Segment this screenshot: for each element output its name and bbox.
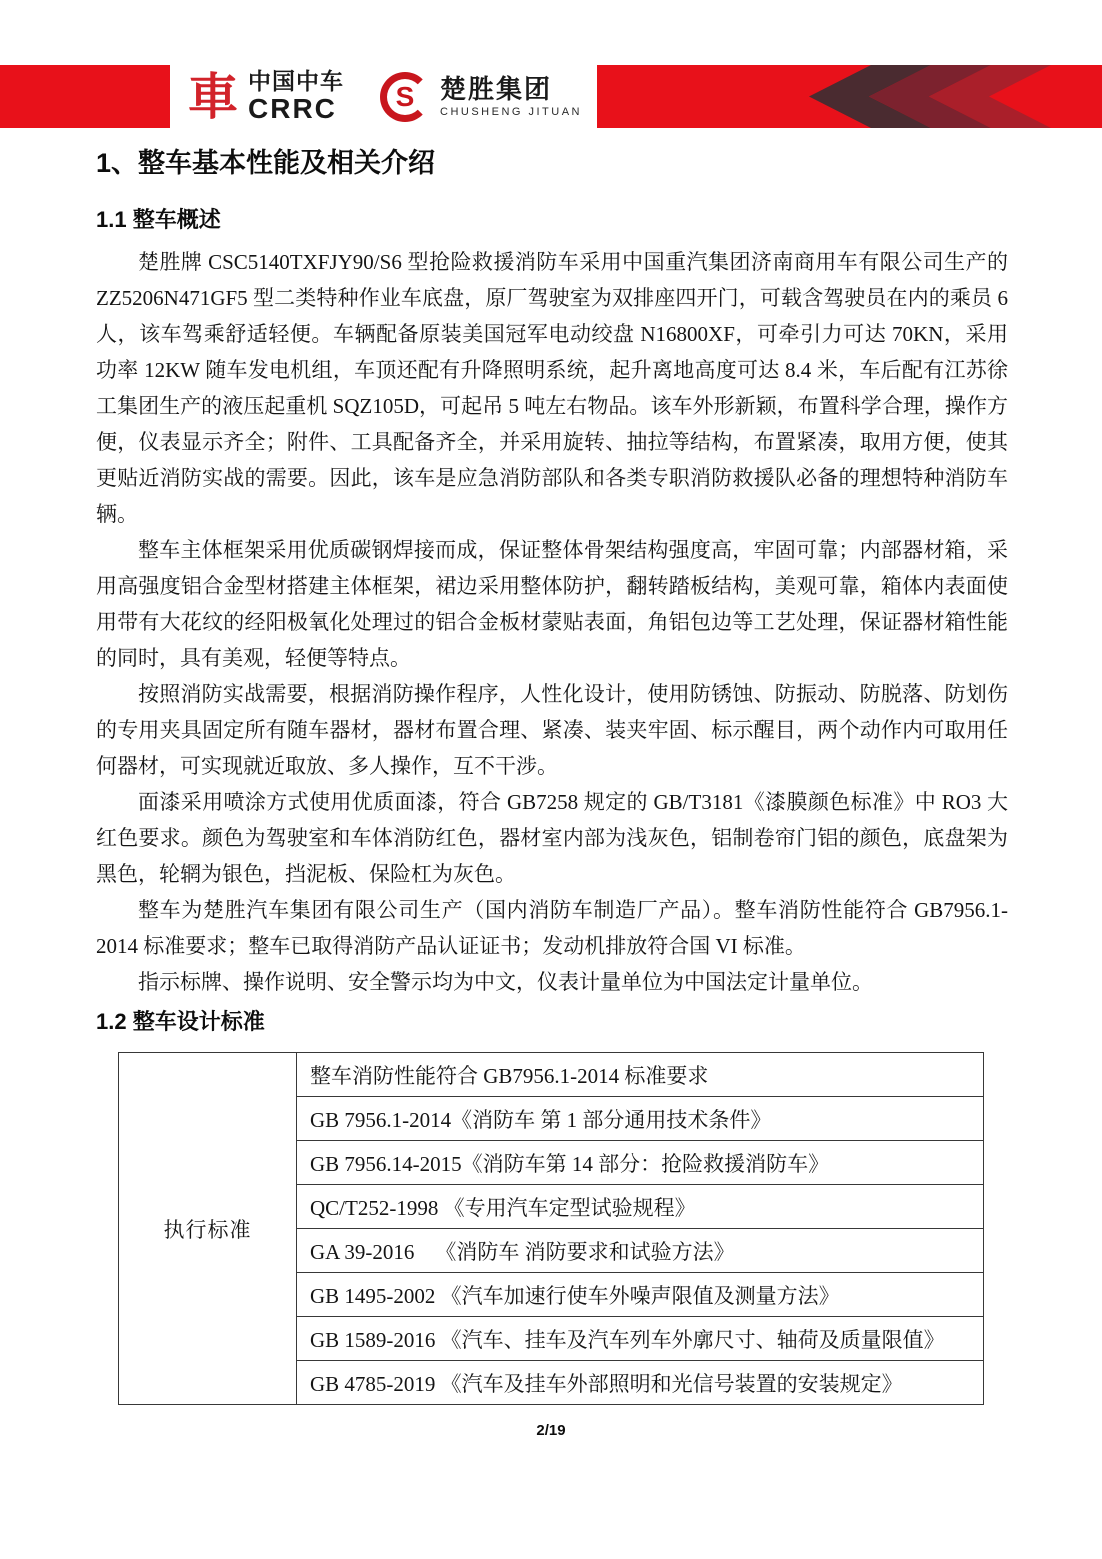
standard-cell: GB 1495-2002 《汽车加速行使车外噪声限值及测量方法》 [297, 1273, 984, 1317]
header-band-right-block [597, 65, 1102, 128]
crrc-name-cn: 中国中车 [248, 68, 344, 94]
overview-paragraphs [96, 244, 1008, 1000]
chevron-arrows-icon [597, 65, 1102, 128]
standard-cell: GB 4785-2019 《汽车及挂车外部照明和光信号装置的安装规定》 [297, 1361, 984, 1405]
crrc-name-en: CRRC [248, 93, 337, 124]
paragraph: 楚胜牌 CSC5140TXFJY90/S6 型抢险救援消防车采用中国重汽集团济南商用车有限公司生产的 ZZ5206N471GF5 型二类特种作业车底盘，原厂驾驶室为双排座四开门，可载含驾驶员在内的乘员 6 人，该车驾乘舒适轻便。车辆配备原装美国冠军电动绞盘 N16800XF，可牵引力可达 70KN，采用功率 12KW 随车发电机组，车顶还配有升降照明系统，起升离地高度可达 8.4 米，车后配有江苏徐工集团生产的液压起重机 SQZ105D，可起吊 5 吨左右物品。该车外形新颖，布置科学合理，操作方便，仪表显示齐全；附件、工具配备齐全，并采用旋转、抽拉等结构，布置紧凑，取用方便，使其更贴近消防实战的需要。因此，该车是应急消防部队和各类专职消防救援队必备的理想特种消防车辆。 [96, 250, 1008, 526]
paragraph: 整车为楚胜汽车集团有限公司生产（国内消防车制造厂产品）。整车消防性能符合 GB7956.1-2014 标准要求；整车已取得消防产品认证证书；发动机排放符合国 VI 标准。 [96, 898, 1008, 958]
page-number: 2/19 [536, 1422, 566, 1439]
section-heading-design-standards: 1.2 整车设计标准 [96, 1009, 265, 1034]
standard-cell: GB 7956.14-2015《消防车第 14 部分：抢险救援消防车》 [297, 1141, 984, 1185]
document-body [96, 140, 1008, 1405]
standard-cell: GB 7956.1-2014《消防车 第 1 部分通用技术条件》 [297, 1097, 984, 1141]
standard-cell: GB 1589-2016 《汽车、挂车及汽车列车外廓尺寸、轴荷及质量限值》 [297, 1317, 984, 1361]
chusheng-name-cn: 楚胜集团 [440, 73, 553, 104]
chusheng-name-en: CHUSHENG JITUAN [440, 105, 583, 118]
crrc-logo [188, 70, 344, 123]
standard-cell: QC/T252-1998 《专用汽车定型试验规程》 [297, 1185, 984, 1229]
section-heading-overview: 1.1 整车概述 [96, 207, 221, 232]
header-logos [170, 65, 597, 128]
standard-cell: 整车消防性能符合 GB7956.1-2014 标准要求 [297, 1053, 984, 1097]
table-row [119, 1053, 984, 1097]
header-band-left-block [0, 65, 170, 128]
table-row-header: 执行标准 [119, 1053, 297, 1405]
chusheng-emblem-icon: S [380, 72, 430, 122]
paragraph: 面漆采用喷涂方式使用优质面漆，符合 GB7258 规定的 GB/T3181《漆膜颜色标准》中 RO3 大红色要求。颜色为驾驶室和车体消防红色，器材室内部为浅灰色，铝制卷帘门铝的颜色，底盘架为黑色，轮辋为银色，挡泥板、保险杠为灰色。 [96, 790, 1008, 886]
header-band [0, 65, 1102, 128]
paragraph: 按照消防实战需要，根据消防操作程序，人性化设计，使用防锈蚀、防振动、防脱落、防划伤的专用夹具固定所有随车器材，器材布置合理、紧凑、装夹牢固、标示醒目，两个动作内可取用任何器材，可实现就近取放、多人操作，互不干涉。 [96, 682, 1008, 778]
standards-table [118, 1052, 984, 1405]
page-title: 1、整车基本性能及相关介绍 [96, 148, 436, 178]
standard-cell: GA 39-2016 《消防车 消防要求和试验方法》 [297, 1229, 984, 1273]
chusheng-logo [380, 72, 582, 122]
paragraph: 整车主体框架采用优质碳钢焊接而成，保证整体骨架结构强度高，牢固可靠；内部器材箱，采用高强度铝合金型材搭建主体框架，裙边采用整体防护，翻转踏板结构，美观可靠，箱体内表面使用带有大花纹的经阳极氧化处理过的铝合金板材蒙贴表面，角铝包边等工艺处理，保证器材箱性能的同时，具有美观，轻便等特点。 [96, 538, 1008, 670]
paragraph: 指示标牌、操作说明、安全警示均为中文，仪表计量单位为中国法定计量单位。 [138, 970, 873, 994]
crrc-emblem-icon: 車 [188, 68, 238, 125]
